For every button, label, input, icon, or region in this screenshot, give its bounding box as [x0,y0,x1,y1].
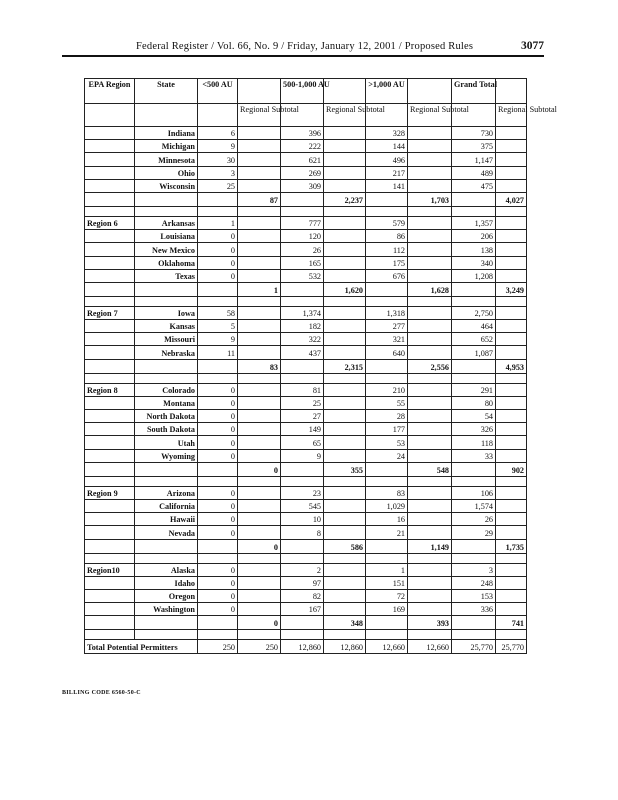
subtotal-cell: 741 [496,616,527,630]
value-cell: 106 [452,486,496,499]
table-row [85,333,527,346]
region-cell [85,320,135,333]
region-cell [85,513,135,526]
spacer-row [85,206,527,216]
table-row [85,526,527,539]
subheader-row [85,104,527,127]
value-cell: 640 [366,346,408,359]
value-cell: 0 [198,243,238,256]
region-cell [85,127,135,140]
value-cell: 0 [198,230,238,243]
value-cell: 206 [452,230,496,243]
value-cell: 328 [366,127,408,140]
value-cell: 652 [452,333,496,346]
value-cell: 8 [281,526,324,539]
subtotal-row [85,539,527,553]
region-cell: Region 8 [85,383,135,396]
value-cell: 321 [366,333,408,346]
spacer-row [85,553,527,563]
col-header-blank-1 [238,79,281,104]
state-cell: Washington [135,603,198,616]
value-cell: 0 [198,269,238,282]
value-cell: 151 [366,576,408,589]
value-cell: 1,029 [366,499,408,512]
subtotal-cell: 1,703 [408,192,452,206]
value-cell: 222 [281,140,324,153]
table-row [85,603,527,616]
subtotal-cell: 1,628 [408,282,452,296]
value-cell: 28 [366,410,408,423]
value-cell: 33 [452,449,496,462]
region-cell [85,230,135,243]
value-cell: 0 [198,410,238,423]
value-cell: 0 [198,513,238,526]
region-cell [85,346,135,359]
subtotal-cell: 0 [238,616,281,630]
subtotal-row [85,616,527,630]
permitters-table [84,78,557,654]
subtotal-cell: 586 [324,539,366,553]
total-row [85,640,527,654]
value-cell: 26 [281,243,324,256]
value-cell: 83 [366,486,408,499]
subtotal-row [85,359,527,373]
state-cell: Oregon [135,589,198,602]
subtotal-cell: 1 [238,282,281,296]
value-cell: 1,147 [452,153,496,166]
value-cell: 496 [366,153,408,166]
state-cell: Kansas [135,320,198,333]
billing-code: BILLING CODE 6560-50-C [62,690,141,696]
value-cell: 82 [281,589,324,602]
col-header-over-1000: >1,000 AU [366,79,408,104]
value-cell: 26 [452,513,496,526]
state-cell: Arizona [135,486,198,499]
header-title: Federal Register / Vol. 66, No. 9 / Friday, January 12, 2001 / Proposed Rules [136,41,474,52]
value-cell: 1 [366,563,408,576]
table-row [85,513,527,526]
subtotal-cell: 348 [324,616,366,630]
value-cell: 532 [281,269,324,282]
state-cell: Wyoming [135,449,198,462]
region-cell [85,179,135,192]
col-header-blank-4 [496,79,527,104]
value-cell: 118 [452,436,496,449]
value-cell: 0 [198,486,238,499]
region-cell: Region 9 [85,486,135,499]
region-cell: Region10 [85,563,135,576]
state-cell: South Dakota [135,423,198,436]
value-cell: 489 [452,166,496,179]
region-cell [85,269,135,282]
value-cell: 326 [452,423,496,436]
value-cell: 0 [198,423,238,436]
total-cell: 12,660 [408,640,452,654]
state-cell: California [135,499,198,512]
value-cell: 25 [198,179,238,192]
spacer-row [85,296,527,306]
region-cell [85,423,135,436]
subtotal-cell: 1,620 [324,282,366,296]
value-cell: 23 [281,486,324,499]
table-row [85,396,527,409]
state-cell: Wisconsin [135,179,198,192]
col-subheader-subtotal-1: Regional Subtotal [238,104,281,127]
value-cell: 97 [281,576,324,589]
value-cell: 475 [452,179,496,192]
table-row [85,216,527,229]
total-cell: 25,770 [452,640,496,654]
value-cell: 54 [452,410,496,423]
state-cell: Louisiana [135,230,198,243]
value-cell: 545 [281,499,324,512]
table-row [85,423,527,436]
value-cell: 0 [198,396,238,409]
value-cell: 5 [198,320,238,333]
value-cell: 9 [198,140,238,153]
value-cell: 16 [366,513,408,526]
value-cell: 0 [198,436,238,449]
region-cell [85,449,135,462]
region-cell [85,396,135,409]
state-cell: Missouri [135,333,198,346]
value-cell: 9 [281,449,324,462]
table-row [85,140,527,153]
state-cell: Montana [135,396,198,409]
table-row [85,563,527,576]
total-cell: 250 [198,640,238,654]
value-cell: 777 [281,216,324,229]
table-row [85,127,527,140]
table-row [85,269,527,282]
region-cell [85,499,135,512]
value-cell: 25 [281,396,324,409]
value-cell: 182 [281,320,324,333]
subtotal-cell: 1,735 [496,539,527,553]
value-cell: 0 [198,383,238,396]
value-cell: 3 [452,563,496,576]
value-cell: 138 [452,243,496,256]
total-cell: 12,660 [366,640,408,654]
subtotal-cell: 393 [408,616,452,630]
table-row [85,410,527,423]
state-cell: North Dakota [135,410,198,423]
value-cell: 248 [452,576,496,589]
subtotal-cell: 0 [238,462,281,476]
state-cell: Nebraska [135,346,198,359]
subtotal-cell: 2,556 [408,359,452,373]
subtotal-cell: 87 [238,192,281,206]
value-cell: 167 [281,603,324,616]
value-cell: 277 [366,320,408,333]
region-cell: Region 6 [85,216,135,229]
value-cell: 621 [281,153,324,166]
value-cell: 309 [281,179,324,192]
value-cell: 29 [452,526,496,539]
value-cell: 1,574 [452,499,496,512]
page-header [62,41,544,57]
spacer-row [85,373,527,383]
value-cell: 336 [452,603,496,616]
value-cell: 375 [452,140,496,153]
subtotal-row [85,462,527,476]
value-cell: 0 [198,589,238,602]
value-cell: 27 [281,410,324,423]
value-cell: 730 [452,127,496,140]
table-row [85,243,527,256]
value-cell: 1,087 [452,346,496,359]
table-row [85,230,527,243]
subtotal-cell: 548 [408,462,452,476]
region-cell [85,589,135,602]
value-cell: 72 [366,589,408,602]
region-cell [85,526,135,539]
table-body [85,79,557,654]
state-cell: Nevada [135,526,198,539]
page-number: 3077 [521,40,544,52]
value-cell: 291 [452,383,496,396]
subtotal-row [85,192,527,206]
value-cell: 2 [281,563,324,576]
region-cell [85,576,135,589]
table-row [85,346,527,359]
state-cell: Oklahoma [135,256,198,269]
value-cell: 0 [198,603,238,616]
subtotal-cell: 4,953 [496,359,527,373]
col-header-500-1000: 500-1,000 AU [281,79,324,104]
state-cell: Alaska [135,563,198,576]
value-cell: 165 [281,256,324,269]
region-cell [85,243,135,256]
col-header-grand-total: Grand Total [452,79,496,104]
total-label: Total Potential Permitters [85,640,198,654]
value-cell: 21 [366,526,408,539]
value-cell: 1,208 [452,269,496,282]
spacer-row [85,630,527,640]
value-cell: 112 [366,243,408,256]
table-row [85,589,527,602]
value-cell: 65 [281,436,324,449]
value-cell: 80 [452,396,496,409]
subtotal-cell: 0 [238,539,281,553]
state-cell: Iowa [135,306,198,319]
value-cell: 86 [366,230,408,243]
value-cell: 11 [198,346,238,359]
subtotal-cell: 2,237 [324,192,366,206]
value-cell: 396 [281,127,324,140]
value-cell: 2,750 [452,306,496,319]
value-cell: 144 [366,140,408,153]
value-cell: 175 [366,256,408,269]
subtotal-cell: 83 [238,359,281,373]
region-cell [85,333,135,346]
state-cell: Minnesota [135,153,198,166]
value-cell: 464 [452,320,496,333]
state-cell: Texas [135,269,198,282]
col-subheader-subtotal-2: Regional Subtotal [324,104,366,127]
col-header-under-500: <500 AU [198,79,238,104]
value-cell: 0 [198,526,238,539]
table-row [85,320,527,333]
value-cell: 58 [198,306,238,319]
total-cell: 12,860 [281,640,324,654]
value-cell: 1 [198,216,238,229]
value-cell: 81 [281,383,324,396]
value-cell: 1,374 [281,306,324,319]
value-cell: 53 [366,436,408,449]
table-row [85,306,527,319]
value-cell: 149 [281,423,324,436]
table-row [85,256,527,269]
region-cell [85,166,135,179]
value-cell: 153 [452,589,496,602]
table-row [85,153,527,166]
total-cell: 250 [238,640,281,654]
table-row [85,486,527,499]
value-cell: 210 [366,383,408,396]
region-cell [85,410,135,423]
subtotal-cell: 1,149 [408,539,452,553]
value-cell: 3 [198,166,238,179]
value-cell: 1,318 [366,306,408,319]
subtotal-cell: 355 [324,462,366,476]
value-cell: 579 [366,216,408,229]
state-cell: Colorado [135,383,198,396]
total-cell: 12,860 [324,640,366,654]
value-cell: 217 [366,166,408,179]
state-cell: Michigan [135,140,198,153]
value-cell: 120 [281,230,324,243]
table-row [85,166,527,179]
value-cell: 0 [198,576,238,589]
col-subheader-subtotal-3: Regional Subtotal [408,104,452,127]
region-cell [85,256,135,269]
value-cell: 177 [366,423,408,436]
region-cell [85,436,135,449]
value-cell: 6 [198,127,238,140]
total-cell: 25,770 [496,640,527,654]
value-cell: 24 [366,449,408,462]
col-header-blank-3 [408,79,452,104]
subtotal-cell: 902 [496,462,527,476]
value-cell: 0 [198,256,238,269]
subtotal-row [85,282,527,296]
value-cell: 141 [366,179,408,192]
region-cell [85,603,135,616]
col-header-state: State [135,79,198,104]
table-row [85,499,527,512]
value-cell: 340 [452,256,496,269]
value-cell: 1,357 [452,216,496,229]
table-row [85,383,527,396]
state-cell: New Mexico [135,243,198,256]
value-cell: 30 [198,153,238,166]
region-cell: Region 7 [85,306,135,319]
value-cell: 676 [366,269,408,282]
subtotal-cell: 2,315 [324,359,366,373]
value-cell: 10 [281,513,324,526]
value-cell: 0 [198,449,238,462]
state-cell: Utah [135,436,198,449]
region-cell [85,140,135,153]
value-cell: 55 [366,396,408,409]
table-row [85,179,527,192]
state-cell: Ohio [135,166,198,179]
table-row [85,436,527,449]
value-cell: 322 [281,333,324,346]
value-cell: 269 [281,166,324,179]
table-row [85,449,527,462]
subtotal-cell: 3,249 [496,282,527,296]
spacer-row [85,476,527,486]
col-header-region: EPA Region [85,79,135,104]
value-cell: 9 [198,333,238,346]
value-cell: 0 [198,563,238,576]
region-cell [85,153,135,166]
subtotal-cell: 4,027 [496,192,527,206]
value-cell: 437 [281,346,324,359]
state-cell: Indiana [135,127,198,140]
state-cell: Arkansas [135,216,198,229]
col-subheader-subtotal-4: Regional Subtotal [496,104,527,127]
table-row [85,576,527,589]
state-cell: Hawaii [135,513,198,526]
value-cell: 169 [366,603,408,616]
value-cell: 0 [198,499,238,512]
header-row [85,79,527,104]
state-cell: Idaho [135,576,198,589]
